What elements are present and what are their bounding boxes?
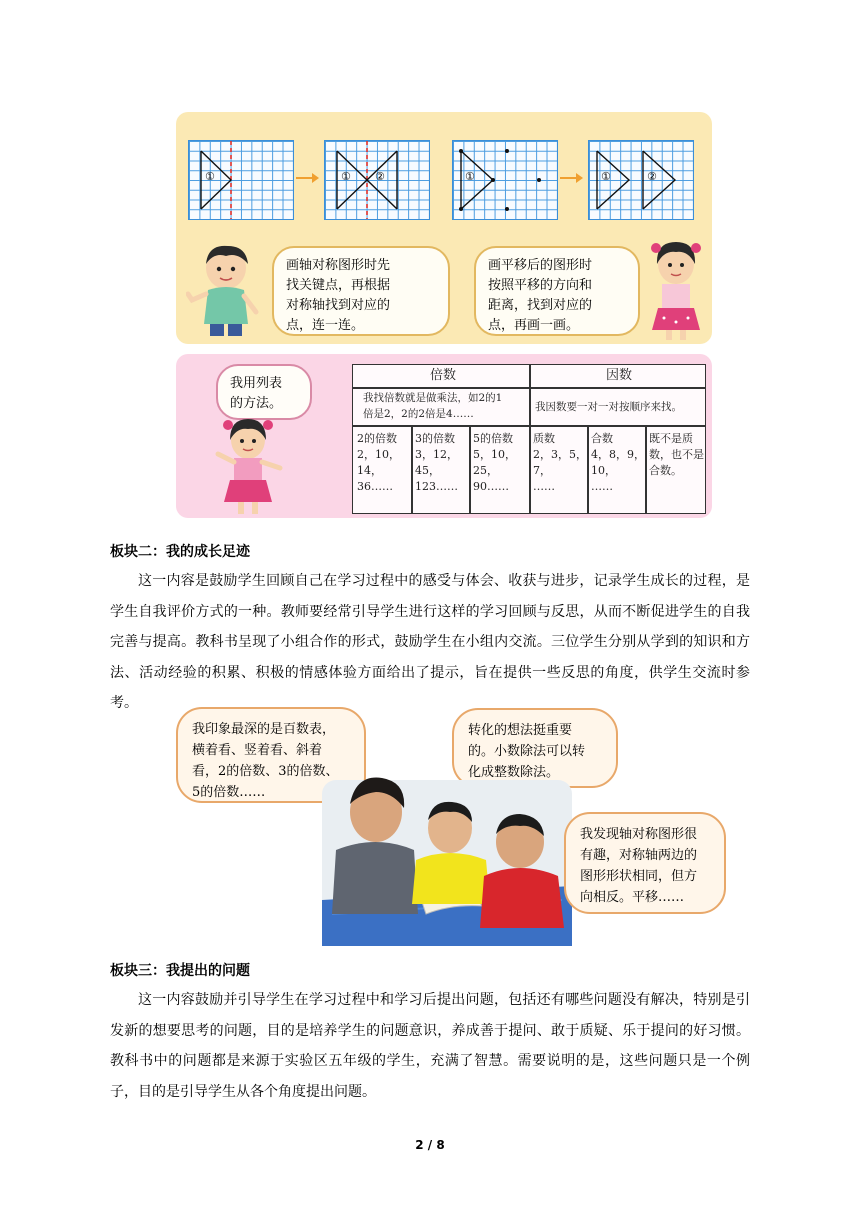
multiples-factors-table bbox=[352, 364, 706, 514]
cell-line: 合数 bbox=[591, 432, 613, 445]
shape-label: ② bbox=[647, 170, 657, 183]
section-paragraph: 这一内容鼓励并引导学生在学习过程中和学习后提出问题，包括还有哪些问题没有解决，特别是引发新的想要思考的问题，目的是培养学生的问题意识，养成善于提问、敢于质疑、乐于提问的好习惯。教科书中的问题都是来源于实验区五年级的学生，充满了智慧。需要说明的是，这些问题只是一个例子，目的是引导学生从各个角度提出问题。 bbox=[110, 992, 750, 1100]
cell-line: 2，3，5，7， bbox=[533, 448, 587, 477]
bubble-line: 向相反。平移…… bbox=[580, 890, 685, 905]
bubble-line: 画平移后的图形时 bbox=[488, 258, 593, 273]
note-line: 倍是2，2的2倍是4…… bbox=[363, 408, 474, 420]
shape-label: ② bbox=[375, 170, 385, 183]
shape-label: ① bbox=[465, 170, 475, 183]
students-photo bbox=[322, 700, 572, 946]
shape-label: ① bbox=[341, 170, 351, 183]
cell-line: 3的倍数 bbox=[415, 432, 455, 445]
cell-line: 5，10，25， bbox=[473, 448, 516, 477]
arrow-right-icon bbox=[560, 172, 584, 184]
cell-line: 3，12，45， bbox=[415, 448, 458, 477]
cell-line: 2，10，14， bbox=[357, 448, 400, 477]
bubble-line: 有趣，对称轴两边的 bbox=[580, 848, 698, 863]
multiples-factors-figure bbox=[176, 354, 712, 518]
table-cell-primes bbox=[533, 431, 587, 495]
cell-line: 5的倍数 bbox=[473, 432, 513, 445]
bubble-line: 我用列表 bbox=[230, 376, 283, 391]
speech-bubble-axis bbox=[272, 246, 450, 336]
bubble-line: 转化的想法挺重要 bbox=[468, 723, 573, 738]
bubble-line: 点，再画一画。 bbox=[488, 318, 580, 333]
bubble-line: 的方法。 bbox=[230, 396, 283, 411]
table-cell-neither bbox=[649, 431, 705, 479]
grid-axis-after bbox=[324, 140, 430, 220]
grid-translate-after bbox=[588, 140, 694, 220]
cell-line: 数，也不是 bbox=[649, 448, 704, 461]
bubble-line: 距离，找到对应的 bbox=[488, 298, 593, 313]
bubble-line: 找关键点，再根据 bbox=[286, 278, 391, 293]
bubble-line: 按照平移的方向和 bbox=[488, 278, 593, 293]
bubble-line: 的。小数除法可以转 bbox=[468, 744, 586, 759]
section-heading: 板块二：我的成长足迹 bbox=[110, 544, 250, 560]
cell-line: 质数 bbox=[533, 432, 555, 445]
cell-line: 合数。 bbox=[649, 464, 682, 477]
cell-line: …… bbox=[591, 480, 613, 493]
table-header-multiples: 倍数 bbox=[429, 368, 456, 383]
speech-bubble-symmetry bbox=[564, 812, 726, 914]
bubble-line: 化成整数除法。 bbox=[468, 765, 560, 780]
table-cell-multiples-of-2 bbox=[357, 431, 411, 495]
table-cell-multiples-of-5 bbox=[473, 431, 529, 495]
section-paragraph: 这一内容是鼓励学生回顾自己在学习过程中的感受与体会、收获与进步，记录学生成长的过程，是学生自我评价方式的一种。教师要经常引导学生进行这样的学习回顾与反思，从而不断促进学生的自我完善与提高。教科书呈现了小组合作的形式，鼓励学生在小组内交流。三位学生分别从学到的知识和方法、活动经验的积累、积极的情感体验方面给出了提示，旨在提供一些反思的角度，供学生交流时参考。 bbox=[110, 573, 750, 711]
cell-line: 90…… bbox=[473, 480, 509, 493]
bubble-line: 我发现轴对称图形很 bbox=[580, 827, 698, 842]
table-header-factors: 因数 bbox=[605, 368, 632, 383]
cell-line: 123…… bbox=[415, 480, 458, 493]
shape-label: ① bbox=[601, 170, 611, 183]
bubble-line: 我印象最深的是百数表， bbox=[192, 722, 336, 737]
bubble-line: 5的倍数…… bbox=[192, 785, 266, 800]
bubble-line: 画轴对称图形时先 bbox=[286, 258, 391, 273]
factors-note: 我因数要一对一对按顺序来找。 bbox=[535, 401, 682, 413]
grid-translate-before bbox=[452, 140, 558, 220]
page-number: 2 / 8 bbox=[415, 1138, 445, 1152]
grid-axis-before bbox=[188, 140, 294, 220]
arrow-right-icon bbox=[296, 172, 320, 184]
cell-line: …… bbox=[533, 480, 555, 493]
speech-bubble-table bbox=[216, 364, 312, 420]
bubble-line: 图形形状相同，但方 bbox=[580, 869, 698, 884]
girl-illustration bbox=[644, 238, 708, 342]
shape-label: ① bbox=[205, 170, 215, 183]
bubble-line: 看，2的倍数、3的倍数、 bbox=[192, 764, 339, 779]
bubble-line: 横着看、竖着看、斜着 bbox=[192, 743, 323, 758]
note-line: 我找倍数就是做乘法，如2的1 bbox=[363, 392, 503, 404]
cell-line: 既不是质 bbox=[649, 432, 693, 445]
section-heading: 板块三：我提出的问题 bbox=[110, 963, 250, 979]
bubble-line: 对称轴找到对应的 bbox=[286, 298, 391, 313]
table-cell-composites bbox=[591, 431, 645, 495]
bubble-line: 点，连一连。 bbox=[286, 318, 365, 333]
boy-illustration bbox=[186, 242, 266, 338]
table-cell-multiples-of-3 bbox=[415, 431, 469, 495]
cell-line: 2的倍数 bbox=[357, 432, 397, 445]
symmetry-translation-figure bbox=[176, 112, 712, 344]
girl-illustration bbox=[212, 416, 286, 516]
multiples-note bbox=[363, 390, 527, 422]
speech-bubble-translation bbox=[474, 246, 640, 336]
cell-line: 4，8，9，10， bbox=[591, 448, 645, 477]
cell-line: 36…… bbox=[357, 480, 393, 493]
